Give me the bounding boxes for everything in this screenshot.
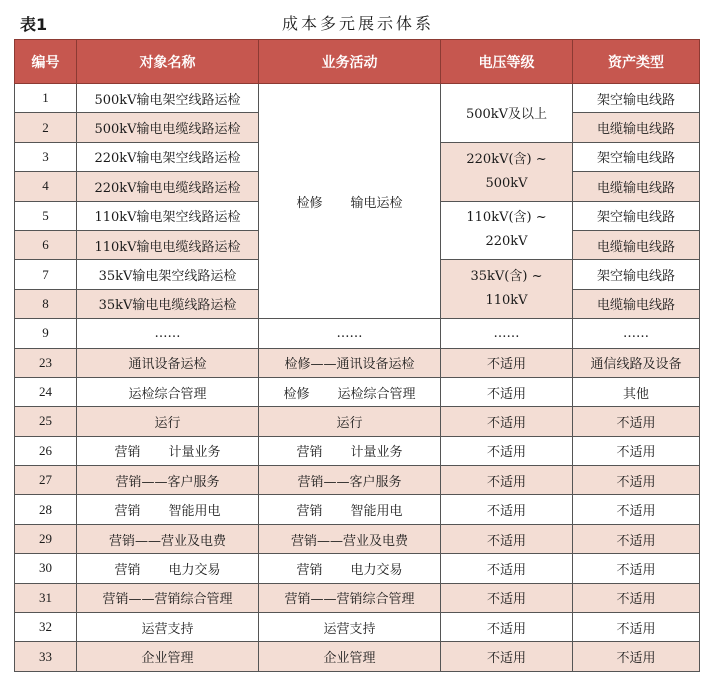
header-row [15, 40, 700, 84]
row-asset: 不适用 [573, 407, 700, 436]
row-activity: 运行 [259, 407, 441, 436]
row-id: 24 [15, 377, 77, 406]
row-voltage: 不适用 [441, 348, 573, 377]
table-row [15, 84, 700, 113]
row-id: 33 [15, 642, 77, 671]
row-id: 3 [15, 142, 77, 171]
row-asset: 通信线路及设备 [573, 348, 700, 377]
table-row [15, 466, 700, 495]
row-asset: 电缆输电线路 [573, 230, 700, 259]
table-row [15, 613, 700, 642]
row-name: 35kV输电电缆线路运检 [77, 289, 259, 318]
row-id: 4 [15, 172, 77, 201]
row-id: 27 [15, 466, 77, 495]
table-row [15, 583, 700, 612]
row-name: 500kV输电架空线路运检 [77, 84, 259, 113]
row-name: 运营支持 [77, 613, 259, 642]
row-id: 29 [15, 524, 77, 553]
table-row [15, 436, 700, 465]
row-name: 营销——营业及电费 [77, 524, 259, 553]
row-asset: 电缆输电线路 [573, 113, 700, 142]
row-voltage: 不适用 [441, 583, 573, 612]
row-voltage: 不适用 [441, 495, 573, 524]
merged-voltage-110: 110kV(含) ~ 220kV [441, 201, 573, 260]
row-asset: 不适用 [573, 613, 700, 642]
row-id: 25 [15, 407, 77, 436]
row-asset: 不适用 [573, 583, 700, 612]
row-asset: 架空输电线路 [573, 260, 700, 289]
header-object-name: 对象名称 [77, 40, 259, 84]
row-name: 35kV输电架空线路运检 [77, 260, 259, 289]
row-id: 9 [15, 319, 77, 348]
row-id: 5 [15, 201, 77, 230]
row-activity: 营销——营销综合管理 [259, 583, 441, 612]
row-id: 32 [15, 613, 77, 642]
merged-voltage-220: 220kV(含) ~ 500kV [441, 142, 573, 201]
row-name: 营销 智能用电 [77, 495, 259, 524]
table-row [15, 642, 700, 671]
table-row [15, 377, 700, 406]
row-id: 28 [15, 495, 77, 524]
row-name: 营销——客户服务 [77, 466, 259, 495]
row-asset: 架空输电线路 [573, 84, 700, 113]
row-name: 营销 电力交易 [77, 554, 259, 583]
table-row [15, 495, 700, 524]
header-id: 编号 [15, 40, 77, 84]
table-caption [0, 8, 716, 36]
row-name: 110kV输电电缆线路运检 [77, 230, 259, 259]
table-number: 表1 [20, 15, 48, 34]
row-asset: 不适用 [573, 642, 700, 671]
row-asset: 不适用 [573, 554, 700, 583]
row-voltage: 不适用 [441, 524, 573, 553]
row-id: 26 [15, 436, 77, 465]
row-voltage: 不适用 [441, 613, 573, 642]
row-activity: 运营支持 [259, 613, 441, 642]
row-voltage: 不适用 [441, 436, 573, 465]
row-activity: 营销 智能用电 [259, 495, 441, 524]
header-voltage: 电压等级 [441, 40, 573, 84]
table-row [15, 524, 700, 553]
table-row [15, 554, 700, 583]
header-activity: 业务活动 [259, 40, 441, 84]
row-activity: 检修 运检综合管理 [259, 377, 441, 406]
row-voltage: …… [441, 319, 573, 348]
row-id: 2 [15, 113, 77, 142]
table-title: 成本多元展示体系 [281, 14, 434, 33]
table-row-ellipsis [15, 319, 700, 348]
row-activity: 营销——客户服务 [259, 466, 441, 495]
row-name: 220kV输电架空线路运检 [77, 142, 259, 171]
table-row [15, 348, 700, 377]
row-asset: 架空输电线路 [573, 201, 700, 230]
row-voltage: 不适用 [441, 377, 573, 406]
row-name: 通讯设备运检 [77, 348, 259, 377]
row-name: 运检综合管理 [77, 377, 259, 406]
row-asset: 不适用 [573, 436, 700, 465]
table-row [15, 407, 700, 436]
row-voltage: 不适用 [441, 466, 573, 495]
header-asset-type: 资产类型 [573, 40, 700, 84]
row-asset: 不适用 [573, 495, 700, 524]
row-asset: 架空输电线路 [573, 142, 700, 171]
row-name: …… [77, 319, 259, 348]
row-asset: 电缆输电线路 [573, 172, 700, 201]
row-name: 110kV输电架空线路运检 [77, 201, 259, 230]
row-id: 8 [15, 289, 77, 318]
row-activity: 检修——通讯设备运检 [259, 348, 441, 377]
row-voltage: 不适用 [441, 407, 573, 436]
row-voltage: 不适用 [441, 554, 573, 583]
row-id: 23 [15, 348, 77, 377]
row-id: 30 [15, 554, 77, 583]
merged-voltage-500: 500kV及以上 [441, 84, 573, 143]
row-id: 31 [15, 583, 77, 612]
row-name: 营销 计量业务 [77, 436, 259, 465]
row-asset: 不适用 [573, 524, 700, 553]
row-id: 6 [15, 230, 77, 259]
row-activity: 营销 计量业务 [259, 436, 441, 465]
row-activity: 营销——营业及电费 [259, 524, 441, 553]
row-name: 500kV输电电缆线路运检 [77, 113, 259, 142]
cost-display-table [14, 39, 700, 672]
row-asset: 电缆输电线路 [573, 289, 700, 318]
row-name: 营销——营销综合管理 [77, 583, 259, 612]
row-activity: 营销 电力交易 [259, 554, 441, 583]
row-activity: …… [259, 319, 441, 348]
row-activity: 企业管理 [259, 642, 441, 671]
merged-activity: 检修 输电运检 [259, 84, 441, 319]
row-name: 220kV输电电缆线路运检 [77, 172, 259, 201]
row-asset: 其他 [573, 377, 700, 406]
row-id: 1 [15, 84, 77, 113]
row-voltage: 不适用 [441, 642, 573, 671]
row-id: 7 [15, 260, 77, 289]
row-name: 运行 [77, 407, 259, 436]
row-asset: …… [573, 319, 700, 348]
merged-voltage-35: 35kV(含) ~ 110kV [441, 260, 573, 319]
row-asset: 不适用 [573, 466, 700, 495]
row-name: 企业管理 [77, 642, 259, 671]
